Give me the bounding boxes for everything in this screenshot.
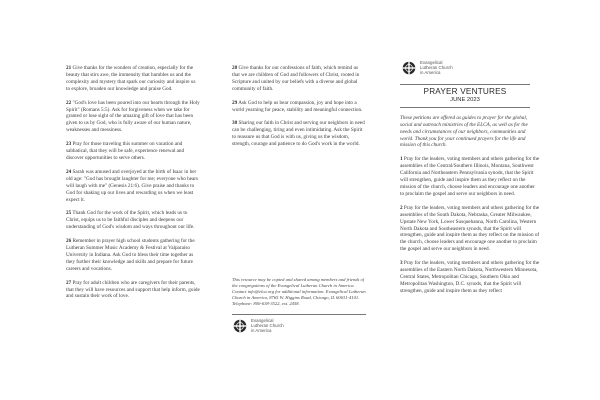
divider-top bbox=[400, 84, 530, 85]
divider bbox=[232, 314, 366, 315]
org-name-line2: Lutheran Church bbox=[251, 323, 284, 328]
petition-27: 27 Pray for adult children who are caregivers for their parents, that they will have resources and support that help inform, guide and sustain their work of love. bbox=[66, 279, 200, 300]
page-title: PRAYER VENTURES bbox=[423, 87, 507, 96]
elca-cross-icon bbox=[233, 319, 247, 333]
petition-22: 22 "God's love has been poured into our hearts through the Holy Spirit" (Romans 5:5). Ask for forgiveness when we take for granted or lose sight of the amazing gift of love that has been given to us by God, who is fully aware of our human nature, weaknesses and messiness. bbox=[66, 99, 200, 134]
petition-1: 1 Pray for the leaders, voting members and others gathering for the assemblies of the Central/Southern Illinois, Montana, Southwest California and Northeastern Pennsylvania synods, that the Spirit will strengthen, guide and inspire them as they reflect on the mission of the church, choose leaders and encourage one another to proclaim the gospel and serve our neighbors in need. bbox=[400, 156, 540, 197]
petitions-column-3 bbox=[400, 60, 540, 302]
petition-23: 23 Pray for those traveling this summer on vacation and sabbatical, that they will be safe, experience renewal and discover opportunities to serve others. bbox=[66, 141, 185, 161]
elca-logo-top bbox=[402, 60, 540, 75]
divider-title bbox=[400, 107, 530, 108]
petitions-column-1 bbox=[66, 65, 200, 307]
elca-cross-icon bbox=[402, 61, 416, 75]
petition-24: 24 Sarah was amused and overjoyed at the birth of Isaac in her old age: "God has brought laughter for me; everyone who hears will laugh with me" (Genesis 21:6). Give praise and thanks to God for shaking up our lives and rewarding us when we least expect it. bbox=[66, 168, 199, 203]
org-name-line3: in America bbox=[251, 328, 272, 333]
petition-30: 30 Sharing our faith in Christ and serving our neighbors in need can be challenging, tiring and even intimidating. Ask the Spirit to reassure us that God is with us, giving us the wisdom, strength, courage and patience to do God's work in the world. bbox=[232, 120, 365, 148]
title-block bbox=[400, 89, 530, 104]
org-name-line1: Evangelical bbox=[420, 60, 443, 65]
org-name-line1: Evangelical bbox=[251, 318, 274, 323]
org-name-line3: in America bbox=[420, 70, 441, 75]
petition-29: 29 Ask God to help us bear compassion, joy and hope into a world yearning for peace, stability and meaningful connection. bbox=[232, 99, 363, 113]
petitions-column-2 bbox=[232, 65, 366, 155]
intro-text: These petitions are offered as guides to prayer for the global, social and outreach ministries of the ELCA, as well as for the needs and circumstances of our neighbors, communities and world. Thank you for your continued prayers for the life and mission of this church. bbox=[400, 114, 528, 149]
petition-25: 25 Thank God for the work of the Spirit, which leads us to Christ, equips us to be faithful disciples and deepens our understanding of God's wisdom and ways throughout our life. bbox=[66, 210, 195, 231]
petition-26: 26 Remember in prayer high school students gathering for the Lutheran Summer Music Academy & Festival at Valparaiso University in Indiana. Ask God to bless their time together as they further their knowledge and skills and prepare for future careers and vocations. bbox=[66, 238, 195, 272]
petition-2: 2 Pray for the leaders, voting members and others gathering for the assemblies of the South Dakota, Nebraska, Greater Milwaukee, Upstate New York, Lower Susquehanna, North Carolina, Western North Dakota and Southeastern synods, that the Spirit will strengthen, guide and inspire them as they reflect on the mission of the church, choose leaders and encourage one another to proclaim the gospel and serve our neighbors in need. bbox=[400, 204, 540, 253]
copyright-notice: This resource may be copied and shared among members and friends of the congregations of the Evangelical Lutheran Church in America. Contact info@elca.org for additional information. Evangelical Lutheran Church in America, 8765 W. Higgins Road, Chicago, IL 60631-4101. Telephone: 800-638-3522, ext. 2458. bbox=[232, 276, 366, 306]
elca-logo-bottom bbox=[233, 318, 284, 333]
petition-21: 21 Give thanks for the wonders of creation, especially for the beauty that stirs awe, the immensity that humbles us and the complexity and mystery that spark our curiosity and inspire us to explore, broaden our knowledge and praise God. bbox=[66, 65, 196, 92]
petition-3: 3 Pray for the leaders, voting members and others gathering for the assemblies of the Eastern North Dakota, Northwestern Minnesota, Central States, Metropolitan Chicago, Southern Ohio and Metropolitan Washington, D.C. synods, that the Spirit will strengthen, guide and inspire them as they reflect bbox=[400, 260, 540, 294]
petition-28: 28 Give thanks for our confessions of faith, which remind us that we are children of God and followers of Christ, rooted in Scripture and united by our beliefs with a diverse and global community of faith. bbox=[232, 65, 360, 92]
org-name-line2: Lutheran Church bbox=[420, 65, 453, 70]
page-subtitle: JUNE 2023 bbox=[450, 96, 480, 103]
